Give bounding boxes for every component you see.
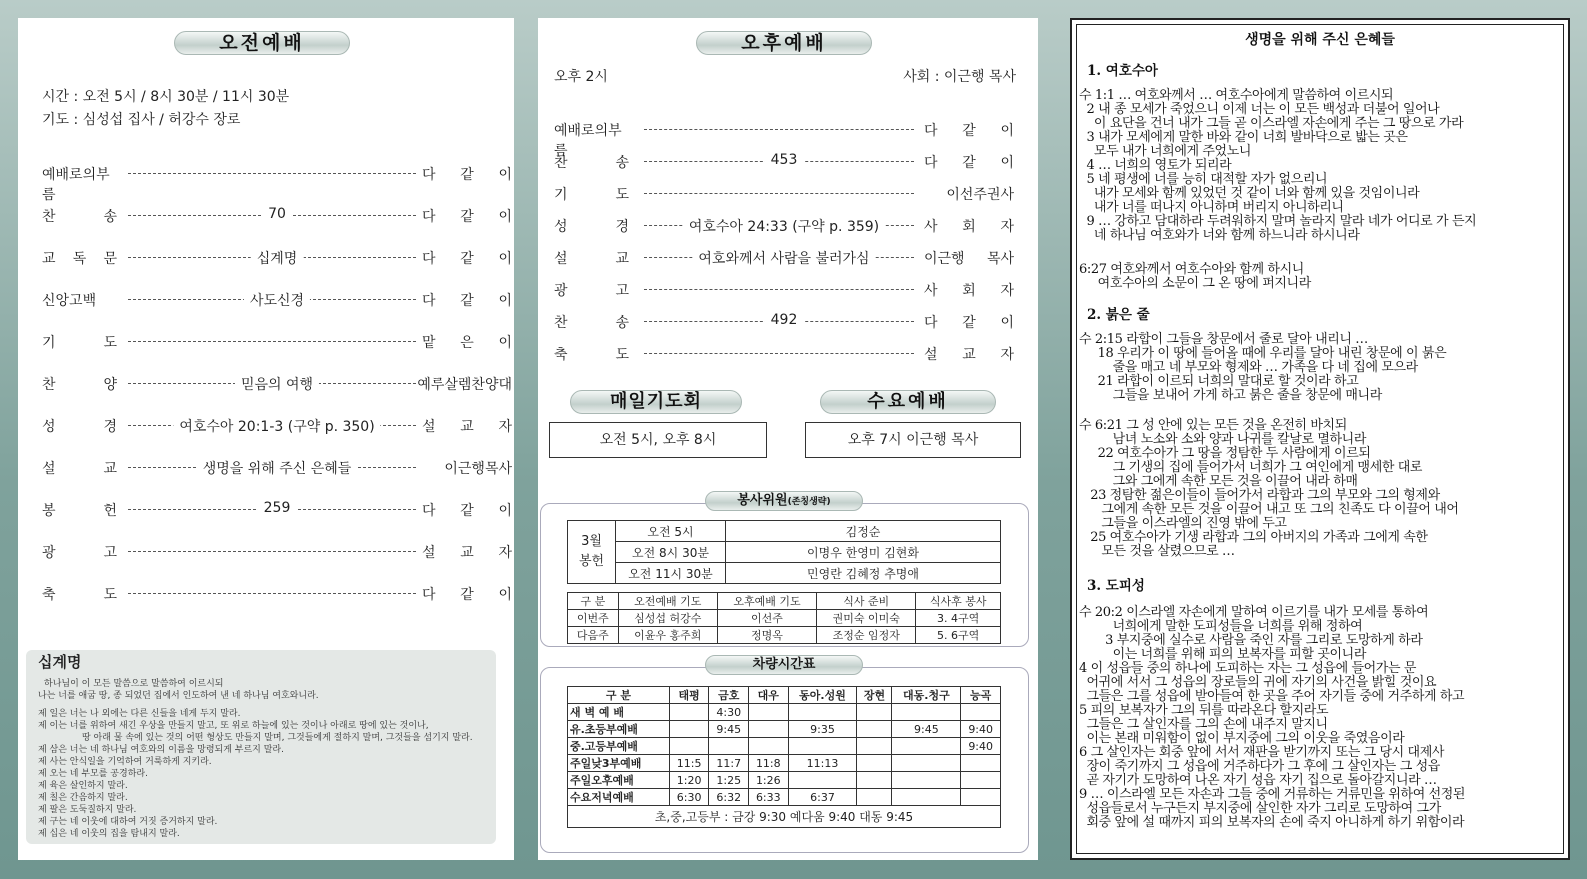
table-cell	[892, 772, 961, 789]
morning-panel	[18, 18, 514, 860]
sermon-frame	[1076, 24, 1564, 854]
commandment-line: 하나님이 이 모든 말씀으로 말씀하여 이르시되	[44, 679, 224, 689]
order-row	[42, 206, 512, 228]
order-content: 사도신경	[244, 290, 310, 310]
table-cell: 9:45	[892, 721, 961, 738]
verse-line: 여호수아의 소문이 그 온 땅에 퍼지니라	[1079, 276, 1311, 291]
order-leader: 사 회 자	[924, 219, 1014, 235]
order-leader: 설 교 자	[422, 419, 512, 435]
table-cell: 정명옥	[717, 627, 816, 644]
verse-line: 모든 것을 살렸으므로 …	[1079, 544, 1235, 559]
section-1b-verses	[1079, 263, 1311, 291]
verse-line: 남녀 노소와 소와 양과 나귀를 칼날로 멸하니라	[1079, 432, 1366, 447]
table-cell	[788, 738, 857, 755]
table-cell	[857, 721, 892, 738]
table-cell	[857, 738, 892, 755]
table-cell: 권미숙 이미숙	[817, 610, 916, 627]
table-header: 능곡	[961, 687, 1001, 704]
order-leader: 맡 은 이	[422, 335, 512, 351]
verse-line: 그들은 그 살인자를 그의 손에 내주지 말지니	[1079, 717, 1328, 732]
offering-names: 민영란 김혜정 추명애	[726, 563, 1001, 584]
order-leader: 다 같 이	[422, 293, 512, 309]
commandment-line: 제 십은 네 이웃의 집을 탐내지 말라.	[38, 829, 180, 839]
order-label: 축 도	[554, 347, 629, 363]
order-content: 492	[765, 312, 804, 328]
table-cell: 11:7	[709, 755, 749, 772]
order-row	[42, 584, 512, 606]
dotted-leader	[128, 551, 416, 552]
afternoon-panel	[538, 18, 1038, 860]
table-header: 금호	[709, 687, 749, 704]
table-cell	[961, 704, 1001, 721]
dotted-leader	[644, 129, 914, 130]
verse-line: 6 그 살인자는 회중 앞에 서서 재판을 받기까지 또는 그 당시 대제사	[1079, 745, 1445, 760]
afternoon-title: 오후예배	[696, 31, 872, 55]
table-cell: 조정순 임정자	[817, 627, 916, 644]
sermon-title: 생명을 위해 주신 은혜들	[1245, 32, 1395, 48]
table-cell	[749, 721, 789, 738]
offering-table	[567, 520, 1001, 584]
order-label: 광 고	[554, 283, 629, 299]
order-label: 찬 송	[554, 315, 629, 331]
table-header: 오전예배 기도	[618, 593, 717, 610]
verse-line: 5 피의 보복자가 그의 뒤를 따라온다 할지라도	[1079, 703, 1329, 718]
verse-line: 너희에게 말한 도피성들을 너희를 위해 정하여	[1079, 619, 1363, 634]
commandments-lines	[38, 678, 484, 840]
order-label: 신앙고백	[42, 293, 97, 309]
order-leader: 다 같 이	[422, 167, 512, 183]
table-cell: 1:26	[749, 772, 789, 789]
verse-line: 22 여호수아가 그 땅을 정탐한 두 사람에게 이르되	[1079, 446, 1371, 461]
verse-line: 모두 내가 너희에게 주었노니	[1079, 144, 1252, 159]
order-label: 광 고	[42, 545, 117, 561]
commandment-line: 제 사는 안식일을 기억하여 거룩하게 지키라.	[38, 757, 212, 767]
order-content: 453	[765, 152, 804, 168]
table-header: 구 분	[568, 593, 619, 610]
order-label: 예배로의부름	[554, 123, 622, 159]
table-cell	[857, 789, 892, 806]
table-cell: 4:30	[709, 704, 749, 721]
table-cell	[857, 772, 892, 789]
verse-line: 25 여호수아가 기생 라합과 그의 아버지의 가족과 그에게 속한	[1079, 530, 1428, 545]
order-row	[554, 344, 1014, 366]
order-row	[42, 290, 512, 312]
verse-line: 회중 앞에 설 때까지 피의 보복자의 손에 죽지 아니하게 하기 위함이라	[1079, 815, 1465, 830]
table-cell	[892, 738, 961, 755]
offering-slot: 오전 8시 30분	[616, 542, 726, 563]
commandment-line: 땅 아래 물 속에 있는 것의 어떤 형상도 만들지 말며, 그것들에게 절하지 말며, 그것들을 섬기지 말라.	[82, 733, 473, 743]
verse-line: 내가 모세와 함께 있었던 것 같이 너와 함께 있을 것임이니라	[1079, 186, 1420, 201]
table-cell: 이선주	[717, 610, 816, 627]
table-header: 오후예배 기도	[717, 593, 816, 610]
order-label: 예배로의부름	[42, 167, 110, 203]
order-leader: 이선주권사	[946, 187, 1014, 203]
section-2-verses	[1079, 333, 1446, 403]
order-row	[42, 500, 512, 522]
order-leader: 이근행목사	[444, 461, 512, 477]
verse-line: 장이 죽기까지 그 성읍에 거주하다가 그 후에 그 살인자는 그 성읍	[1079, 759, 1440, 774]
verse-line: 수 2:15 라합이 그들을 창문에서 줄로 달아 내리니 …	[1079, 332, 1368, 347]
table-cell: 이번주	[568, 610, 619, 627]
order-row	[42, 458, 512, 480]
verse-line: 이는 본래 미워함이 없이 부지중에 그의 이웃을 죽였음이라	[1079, 731, 1405, 746]
table-cell	[961, 755, 1001, 772]
table-cell	[669, 721, 709, 738]
verse-line: 그와 그에게 속한 모든 것을 이끌어 내라 하매	[1079, 474, 1358, 489]
verse-line: 21 라합이 이르되 너희의 말대로 할 것이라 하고	[1079, 374, 1359, 389]
verse-line: 곧 자기가 도망하여 나온 자기 성읍 자기 집으로 돌아갈지니라 …	[1079, 773, 1437, 788]
order-content: 259	[258, 500, 297, 516]
wednesday-title: 수요예배	[820, 390, 996, 414]
order-label: 축 도	[42, 587, 117, 603]
table-cell	[788, 704, 857, 721]
afternoon-time: 오후 2시	[554, 69, 608, 85]
commandment-line: 제 일은 너는 나 외에는 다른 신들을 네게 두지 말라.	[38, 709, 241, 719]
commandment-line: 제 칠은 간음하지 말라.	[38, 793, 128, 803]
verse-line: 어귀에 서서 그 성읍의 장로들의 귀에 자기의 사건을 밝힐 것이요	[1079, 675, 1437, 690]
order-leader: 다 같 이	[924, 315, 1014, 331]
daily-prayer-title: 매일기도회	[570, 390, 742, 414]
order-content: 70	[262, 206, 292, 222]
table-cell: 유.초등부예배	[568, 721, 670, 738]
table-header: 구 분	[568, 687, 670, 704]
order-row	[554, 248, 1014, 270]
table-cell: 수요저녁예배	[568, 789, 670, 806]
order-row	[42, 332, 512, 354]
verse-line: 4 이 성읍들 중의 하나에 도피하는 자는 그 성읍에 들어가는 문	[1079, 661, 1416, 676]
table-header: 태평	[669, 687, 709, 704]
order-row	[42, 374, 512, 396]
table-cell: 중.고등부예배	[568, 738, 670, 755]
table-header: 대우	[749, 687, 789, 704]
verse-line: 그들을 보내어 가게 하고 붉은 줄을 창문에 매니라	[1079, 388, 1382, 403]
morning-prayer: 기도 : 심성섭 집사 / 허강수 장로	[42, 112, 241, 128]
dotted-leader	[644, 289, 914, 290]
table-cell: 9:40	[961, 721, 1001, 738]
offering-slot: 오전 5시	[616, 521, 726, 542]
commandments-box	[26, 650, 496, 844]
table-cell: 새 벽 예 배	[568, 704, 670, 721]
verse-line: 그들을 이스라엘의 진영 밖에 두고	[1079, 516, 1287, 531]
table-cell: 9:45	[709, 721, 749, 738]
order-leader: 다 같 이	[924, 155, 1014, 171]
table-cell: 11:8	[749, 755, 789, 772]
table-cell	[961, 772, 1001, 789]
table-cell: 다음주	[568, 627, 619, 644]
verse-line: 23 정탐한 젊은이들이 들어가서 라합과 그의 부모와 그의 형제와	[1079, 488, 1440, 503]
order-row	[42, 164, 512, 203]
verse-line: 5 네 평생에 너를 능히 대적할 자가 없으리니	[1079, 172, 1328, 187]
commandment-line: 제 삼은 너는 네 하나님 여호와의 이름을 망령되게 부르지 말라.	[38, 745, 284, 755]
verse-line: 이 요단을 건너 내가 그들 곧 이스라엘 자손에게 주는 그 땅으로 가라	[1079, 116, 1464, 131]
order-row	[554, 120, 1014, 159]
dotted-leader	[128, 173, 416, 174]
order-leader: 다 같 이	[422, 587, 512, 603]
table-cell: 9:40	[961, 738, 1001, 755]
order-leader: 다 같 이	[422, 251, 512, 267]
table-header: 장현	[857, 687, 892, 704]
table-cell	[669, 738, 709, 755]
table-cell	[857, 704, 892, 721]
commandment-line: 제 육은 살인하지 말라.	[38, 781, 128, 791]
dotted-leader	[644, 193, 914, 194]
table-cell: 주일낮3부예배	[568, 755, 670, 772]
vehicle-footer: 초,중,고등부 : 금강 9:30 예다움 9:40 대동 9:45	[568, 806, 1001, 828]
order-label: 성 경	[42, 419, 117, 435]
vehicle-schedule-table	[567, 686, 1001, 828]
verse-line: 수 1:1 … 여호와께서 … 여호수아에게 말씀하여 이르시되	[1079, 88, 1394, 103]
verse-line: 그 기생의 집에 들어가서 너희가 그 여인에게 맹세한 대로	[1079, 460, 1423, 475]
verse-line: 3 부지중에 실수로 사람을 죽인 자를 그리로 도망하게 하라	[1079, 633, 1423, 648]
verse-line: 성읍들로서 누구든지 부지중에 살인한 자가 그리로 도망하여 그가	[1079, 801, 1441, 816]
verse-line: 18 우리가 이 땅에 들어올 때에 우리를 달아 내린 창문에 이 붉은	[1079, 346, 1447, 361]
verse-line: 9 … 강하고 담대하라 두려워하지 말며 놀라지 말라 네가 어디로 가 든지	[1079, 214, 1477, 229]
order-row	[554, 152, 1014, 174]
volunteer-duty-table	[567, 592, 1001, 644]
verse-line: 줄을 매고 네 부모와 형제와 … 가족을 다 네 집에 모으라	[1079, 360, 1418, 375]
order-label: 봉 헌	[42, 503, 117, 519]
order-leader: 다 같 이	[924, 123, 1014, 139]
section-3-verses	[1079, 606, 1465, 830]
table-cell	[709, 738, 749, 755]
table-header: 동아.성원	[788, 687, 857, 704]
offering-month: 3월 봉헌	[568, 521, 616, 584]
table-cell: 11:5	[669, 755, 709, 772]
order-row	[554, 216, 1014, 238]
section-2-title: 2. 붉은 줄	[1087, 307, 1150, 323]
order-row	[42, 542, 512, 564]
table-cell: 1:20	[669, 772, 709, 789]
table-cell: 주일오후예배	[568, 772, 670, 789]
order-label: 설 교	[42, 461, 117, 477]
commandment-line: 나는 너를 애굽 땅, 종 되었던 집에서 인도하여 낸 네 하나님 여호와니라.	[38, 691, 319, 701]
verse-line: 내가 너를 떠나지 아니하며 버리지 아니하리니	[1079, 200, 1344, 215]
offering-names: 이명우 한영미 김현화	[726, 542, 1001, 563]
order-label: 찬 양	[42, 377, 117, 393]
morning-time: 시간 : 오전 5시 / 8시 30분 / 11시 30분	[42, 89, 290, 105]
verse-line: 4 … 너희의 영토가 되리라	[1079, 158, 1232, 173]
verse-line: 이는 너희를 위해 피의 보복자를 피할 곳이니라	[1079, 647, 1366, 662]
commandment-line: 제 이는 너를 위하여 새긴 우상을 만들지 말고, 또 위로 하늘에 있는 것이나 아래로 땅에 있는 것이나,	[38, 721, 429, 731]
table-cell	[749, 704, 789, 721]
table-cell	[892, 755, 961, 772]
verse-line: 6:27 여호와께서 여호수아와 함께 하시니	[1079, 262, 1304, 277]
table-cell: 5. 6구역	[916, 627, 1001, 644]
table-cell	[961, 789, 1001, 806]
table-cell	[669, 704, 709, 721]
commandment-line: 제 구는 네 이웃에 대하여 거짓 증거하지 말라.	[38, 817, 218, 827]
vehicle-title: 차량시간표	[705, 655, 863, 675]
offering-slot: 오전 11시 30분	[616, 563, 726, 584]
table-header: 식사후 봉사	[916, 593, 1001, 610]
morning-title: 오전예배	[174, 31, 350, 55]
table-cell: 3. 4구역	[916, 610, 1001, 627]
commandments-title: 십계명	[38, 653, 82, 671]
table-header: 식사 준비	[817, 593, 916, 610]
order-content: 여호수아 24:33 (구약 p. 359)	[683, 216, 885, 236]
table-cell	[749, 738, 789, 755]
order-row	[42, 248, 512, 270]
order-content: 여호와께서 사람을 불러가심	[692, 248, 875, 268]
order-label: 교 독 문	[42, 251, 117, 267]
table-cell: 9:35	[788, 721, 857, 738]
order-content: 십계명	[251, 248, 304, 268]
commandment-line: 제 오는 네 부모를 공경하라.	[38, 769, 148, 779]
table-cell: 11:13	[788, 755, 857, 772]
table-cell: 심성섭 허강수	[618, 610, 717, 627]
sermon-panel	[1070, 18, 1570, 860]
verse-line: 9 … 이스라엘 모든 자손과 그들 중에 거류하는 거류민을 위하여 선정된	[1079, 787, 1466, 802]
order-leader: 사 회 자	[924, 283, 1014, 299]
order-leader: 다 같 이	[422, 209, 512, 225]
order-row	[42, 416, 512, 438]
order-leader: 설 교 자	[422, 545, 512, 561]
order-content: 생명을 위해 주신 은혜들	[197, 458, 358, 478]
wednesday-time: 오후 7시 이근행 목사	[805, 422, 1021, 458]
order-label: 찬 송	[42, 209, 117, 225]
table-cell: 이윤우 홍주희	[618, 627, 717, 644]
table-cell	[892, 704, 961, 721]
volunteers-title: 봉사위원(존칭생략)	[705, 491, 863, 511]
afternoon-host: 사회 : 이근행 목사	[903, 69, 1016, 85]
table-cell	[788, 772, 857, 789]
daily-prayer-time: 오전 5시, 오후 8시	[549, 422, 767, 458]
order-label: 성 경	[554, 219, 629, 235]
order-row	[554, 280, 1014, 302]
order-leader: 다 같 이	[422, 503, 512, 519]
order-content: 믿음의 여행	[235, 374, 319, 394]
order-label: 기 도	[42, 335, 117, 351]
verse-line: 네 하나님 여호와가 너와 함께 하느니라 하시니라	[1079, 228, 1360, 243]
dotted-leader	[128, 341, 416, 342]
table-cell	[857, 755, 892, 772]
order-row	[554, 184, 1014, 206]
order-label: 찬 송	[554, 155, 629, 171]
table-cell: 6:32	[709, 789, 749, 806]
order-leader: 설 교 자	[924, 347, 1014, 363]
section-1-title: 1. 여호수아	[1087, 63, 1158, 79]
verse-line: 그들은 그를 성읍에 받아들여 한 곳을 주어 자기들 중에 거주하게 하고	[1079, 689, 1465, 704]
table-cell: 6:33	[749, 789, 789, 806]
order-leader: 이근행 목사	[924, 251, 1014, 267]
offering-names: 김정순	[726, 521, 1001, 542]
verse-line: 그에게 속한 모든 것을 이끌어 내고 또 그의 친족도 다 이끌어 내어	[1079, 502, 1459, 517]
order-content: 여호수아 20:1-3 (구약 p. 350)	[173, 416, 380, 436]
verse-line: 수 6:21 그 성 안에 있는 모든 것을 온전히 바치되	[1079, 418, 1347, 433]
table-header: 대동.청구	[892, 687, 961, 704]
table-cell: 6:37	[788, 789, 857, 806]
commandment-line: 제 팔은 도둑질하지 말라.	[38, 805, 137, 815]
table-cell: 1:25	[709, 772, 749, 789]
verse-line: 수 20:2 이스라엘 자손에게 말하여 이르기를 내가 모세를 통하여	[1079, 605, 1429, 620]
order-leader: 예루살렘찬양대	[417, 377, 512, 393]
order-label: 설 교	[554, 251, 629, 267]
table-cell: 6:30	[669, 789, 709, 806]
dotted-leader	[128, 593, 416, 594]
section-1-verses	[1079, 89, 1476, 243]
verse-line: 2 내 종 모세가 죽었으니 이제 너는 이 모든 백성과 더불어 일어나	[1079, 102, 1440, 117]
order-label: 기 도	[554, 187, 629, 203]
verse-line: 3 내가 모세에게 말한 바와 같이 너희 발바닥으로 밟는 곳은	[1079, 130, 1408, 145]
order-row	[554, 312, 1014, 334]
table-cell	[892, 789, 961, 806]
section-2b-verses	[1079, 419, 1459, 559]
dotted-leader	[644, 353, 914, 354]
section-3-title: 3. 도피성	[1087, 578, 1145, 594]
